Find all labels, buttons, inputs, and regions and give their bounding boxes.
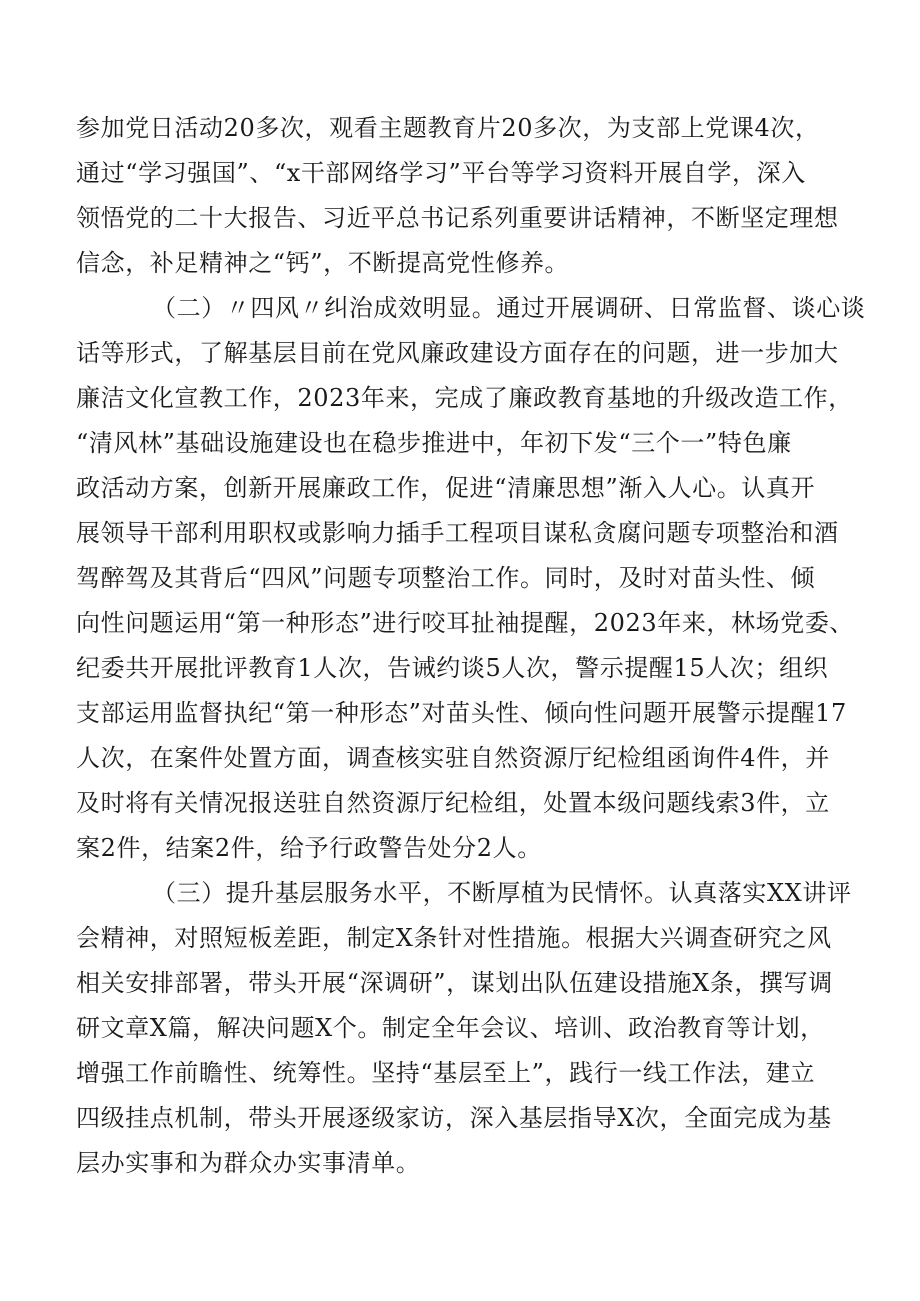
text-line: 层办实事和为群众办实事清单。: [76, 1149, 421, 1177]
text-line: 支部运用监督执纪“第一种形态”对苗头性、倾向性问题开展警示提醒17: [76, 699, 847, 727]
text-line: 信念，补足精神之“钙”，不断提高党性修养。: [76, 249, 570, 277]
text-line: 向性问题运用“第一种形态”进行咬耳扯袖提醒，2023年来，林场党委、: [76, 609, 855, 637]
text-line: （二）〃四风〃纠治成效明显。通过开展调研、日常监督、谈心谈: [152, 294, 866, 322]
text-line: 增强工作前瞻性、统筹性。坚持“基层至上”，践行一线工作法，建立: [76, 1059, 816, 1087]
text-line: 参加党日活动20多次，观看主题教育片20多次，为支部上党课4次，: [76, 114, 820, 142]
text-line: “清风林”基础设施建设也在稳步推进中，年初下发“三个一”特色廉: [76, 429, 792, 457]
paragraph-3: [76, 871, 876, 1186]
text-line: 政活动方案，创新开展廉政工作，促进“清廉思想”渐入人心。认真开: [76, 474, 816, 502]
text-line: 及时将有关情况报送驻自然资源厅纪检组，处置本级问题线索3件，立: [76, 789, 830, 817]
text-line: 四级挂点机制，带头开展逐级家访，深入基层指导X次，全面完成为基: [76, 1104, 832, 1132]
text-line: 话等形式，了解基层目前在党风廉政建设方面存在的问题，进一步加大: [76, 339, 839, 367]
text-line: 纪委共开展批评教育1人次，告诫约谈5人次，警示提醒15人次；组织: [76, 654, 829, 682]
text-line: 人次，在案件处置方面，调查核实驻自然资源厅纪检组函询件4件，并: [76, 744, 830, 772]
text-line: （三）提升基层服务水平，不断厚植为民情怀。认真落实XX讲评: [152, 879, 852, 907]
text-line: 廉洁文化宣教工作，2023年来，完成了廉政教育基地的升级改造工作，: [76, 384, 853, 412]
text-line: 展领导干部利用职权或影响力插手工程项目谋私贪腐问题专项整治和酒: [76, 519, 839, 547]
paragraph-1: [76, 106, 876, 286]
text-line: 相关安排部署，带头开展“深调研”，谋划出队伍建设措施X条，撰写调: [76, 969, 833, 997]
text-line: 案2件，结案2件，给予行政警告处分2人。: [76, 834, 542, 862]
text-line: 会精神，对照短板差距，制定X条针对性措施。根据大兴调查研究之风: [76, 924, 832, 952]
text-line: 驾醉驾及其背后“四风”问题专项整治工作。同时，及时对苗头性、倾: [76, 564, 816, 592]
text-line: 研文章X篇，解决问题X个。制定全年会议、培训、政治教育等计划，: [76, 1014, 825, 1042]
text-line: 通过“学习强国”、“x干部网络学习”平台等学习资料开展自学，深入: [76, 159, 806, 187]
paragraph-2: [76, 286, 876, 871]
text-line: 领悟党的二十大报告、习近平总书记系列重要讲话精神，不断坚定理想: [76, 204, 839, 232]
